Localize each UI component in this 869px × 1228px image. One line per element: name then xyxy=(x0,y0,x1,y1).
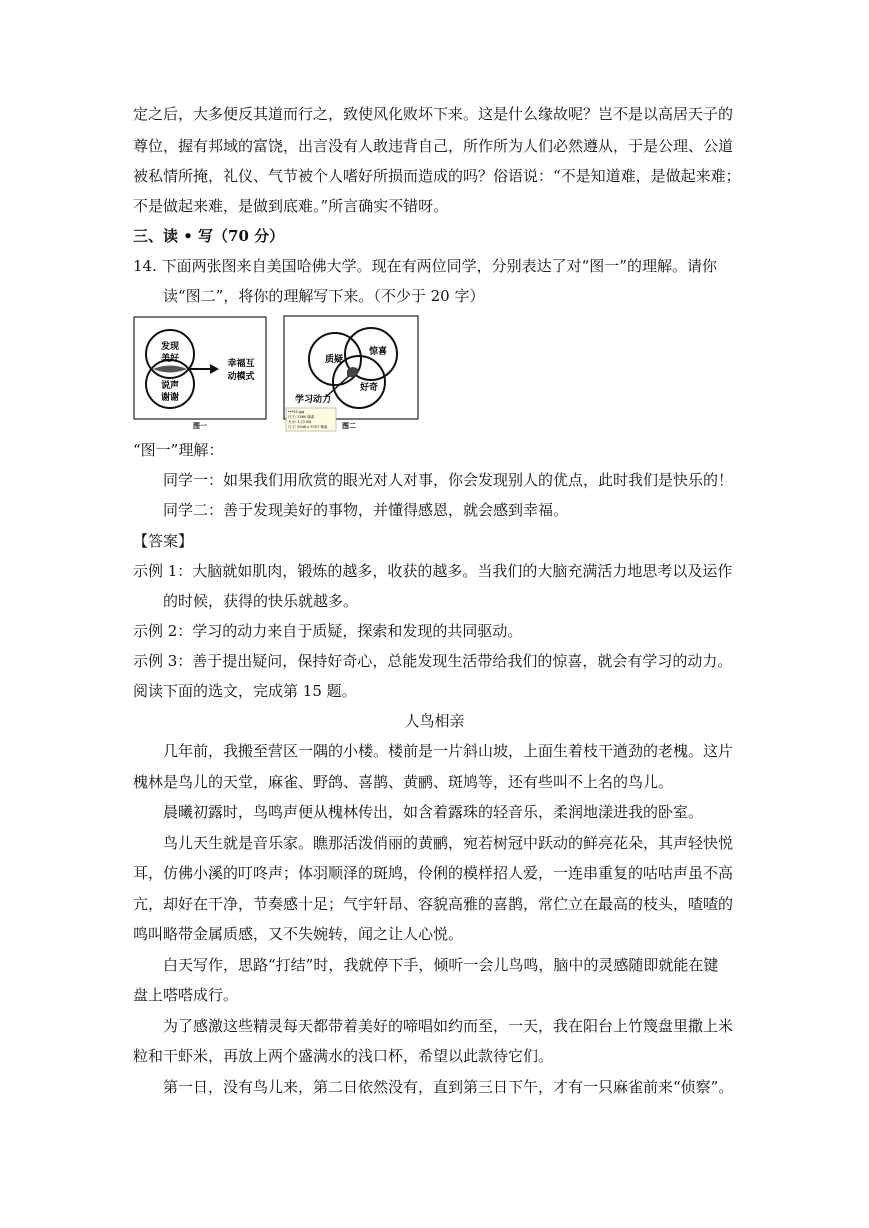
understanding-label: “图一”理解： xyxy=(133,441,224,459)
article-line: 亢，却好在干净，节奏感十足；气宇轩昂、容貌高雅的喜鹊，常伫立在最高的枝头，喳喳的 xyxy=(133,895,734,913)
question-14-line-2: 读“图二”，将你的理解写下来。（不少于 20 字） xyxy=(163,287,485,305)
example-3: 示例 3：善于提出疑问，保持好奇心，总能发现生活带给我们的惊喜，就会有学习的动力。 xyxy=(133,652,733,670)
article-line: 为了感激这些精灵每天都带着美好的啼唱如约而至，一天，我在阳台上竹篾盘里撒上米 xyxy=(163,1017,734,1035)
article-line: 晨曦初露时，鸟鸣声便从槐林传出，如含着露珠的轻音乐，柔润地漾进我的卧室。 xyxy=(163,803,704,821)
example-1-line-2: 的时候，获得的快乐就越多。 xyxy=(163,592,359,610)
article-line: 耳，仿佛小溪的叮咚声；体羽顺泽的斑鸠，伶俐的模样招人爱，一连串重复的咕咕声虽不高 xyxy=(133,864,734,882)
answer-label: 【答案】 xyxy=(133,532,194,550)
article-line: 白天写作，思路“打结”时，我就停下手，倾听一会儿鸟鸣，脑中的灵感随即就能在键 xyxy=(163,956,719,974)
intro-line-1: 定之后，大多便反其道而行之，致使风化败坏下来。这是什么缘故呢？岂不是以高居天子的 xyxy=(133,105,734,123)
example-2: 示例 2：学习的动力来自于质疑，探索和发现的共同驱动。 xyxy=(133,622,523,640)
fig1-top-2: 美好 xyxy=(160,354,180,364)
example-1-line-1: 示例 1：大脑就如肌肉，锻炼的越多，收获的越多。当我们的大脑充满活力地思考以及运作 xyxy=(133,562,733,580)
fig1-bottom-1: 说声 xyxy=(160,381,180,391)
fig2-bottom: 好奇 xyxy=(359,383,379,393)
fig2-caption: 图二 xyxy=(342,422,356,430)
figure-2 xyxy=(283,314,419,432)
fig2-tooltip-2: 尺寸: 2560 像素 xyxy=(288,415,315,419)
article-line: 鸟儿天生就是音乐家。瞧那活泼俏丽的黄鹂，宛若树冠中跃动的鲜亮花朵，其声轻快悦 xyxy=(163,834,734,852)
article-line: 粒和干虾米，再放上两个盛满水的浅口杯，希望以此款待它们。 xyxy=(133,1047,554,1065)
article-title: 人鸟相亲 xyxy=(404,712,465,730)
article-line: 盘上嗒嗒成行。 xyxy=(133,986,239,1004)
article-line: 鸣叫略带金属质感，又不失婉转，闻之让人心悦。 xyxy=(133,925,464,943)
section-heading: 三、读 • 写（70 分） xyxy=(133,227,285,245)
fig2-left: 质疑 xyxy=(324,355,344,365)
figure-1 xyxy=(133,316,267,430)
fig1-top-1: 发现 xyxy=(160,342,180,352)
intro-line-2: 尊位，握有邦域的富饶，出言没有人敢违背自己，所作所为人们必然遵从，于是公理、公道 xyxy=(133,137,734,155)
fig2-pointer-label: 学习动力 xyxy=(294,395,332,405)
article-line: 槐林是鸟儿的天堂，麻雀、野鸽、喜鹊、黄鹂、斑鸠等，还有些叫不上名的鸟儿。 xyxy=(133,773,674,791)
fig1-caption: 图一 xyxy=(193,422,207,430)
fig2-right: 惊喜 xyxy=(368,347,388,357)
reading-prompt: 阅读下面的选文，完成第 15 题。 xyxy=(133,682,357,700)
intro-line-3: 被私情所掩，礼仪、气节被个人嗜好所损而造成的吗？俗语说：“不是知道难，是做起来难； xyxy=(133,167,741,185)
fig2-tooltip-4: 尺寸: 5048 x 5707 像素 xyxy=(288,425,328,429)
fig2-tooltip-1: ***55.jpg xyxy=(288,410,305,414)
fig2-tooltip-3: 大小: 3.72 KB xyxy=(288,420,311,424)
student-two: 同学二：善于发现美好的事物，并懂得感恩，就会感到幸福。 xyxy=(163,501,569,519)
intro-line-4: 不是做起来难，是做到底难。”所言确实不错呀。 xyxy=(133,197,449,215)
article-line: 几年前，我搬至营区一隅的小楼。楼前是一片斜山坡，上面生着枝干遒劲的老槐。这片 xyxy=(163,742,734,760)
fig1-bottom-2: 谢谢 xyxy=(160,393,180,403)
fig1-result-1: 幸福互 xyxy=(227,359,255,369)
question-14-line-1: 14. 下面两张图来自美国哈佛大学。现在有两位同学，分别表达了对“图一”的理解。请你 xyxy=(133,257,717,275)
article-line: 第一日，没有鸟儿来，第二日依然没有，直到第三日下午，才有一只麻雀前来“侦察”。 xyxy=(163,1078,734,1096)
fig1-result-2: 动模式 xyxy=(227,372,255,382)
student-one: 同学一：如果我们用欣赏的眼光对人对事，你会发现别人的优点，此时我们是快乐的！ xyxy=(163,471,734,489)
